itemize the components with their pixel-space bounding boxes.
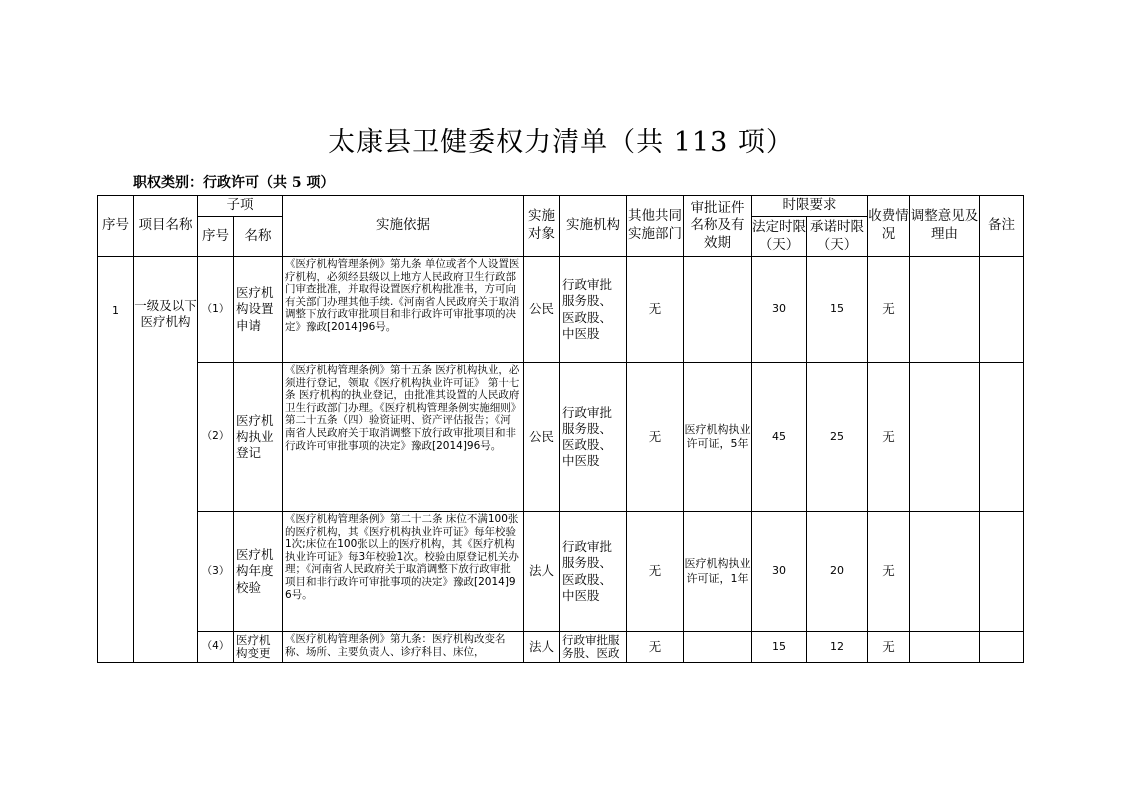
target: 公民 (524, 257, 560, 363)
sub-seq: （2） (198, 363, 234, 512)
cert: 医疗机构执业许可证，1年 (684, 512, 752, 632)
page-title: 太康县卫健委权力清单（共 113 项） (328, 127, 794, 158)
legal-time: 45 (752, 363, 807, 512)
agency: 行政审批服务股、医政股、中医股 (560, 363, 627, 512)
table-row (98, 363, 1024, 512)
target: 公民 (524, 363, 560, 512)
legal-time: 15 (752, 632, 807, 663)
fee: 无 (868, 512, 910, 632)
adjust (910, 363, 980, 512)
basis-text: 《医疗机构管理条例》第九条 单位或者个人设置医疗机构，必须经县级以上地方人民政府卫生行政部门审查批准，并取得设置医疗机构批准书，方可向有关部门办理其他手续.《河南省人民政府关于取消调整下放行政审批项目和非行政许可审批事项的决定》豫政[2014]96号。 (283, 257, 524, 363)
cert (684, 632, 752, 663)
header-sub-name: 名称 (234, 217, 283, 257)
header-name: 项目名称 (134, 196, 198, 257)
sub-name: 医疗机构设置申请 (234, 257, 283, 363)
header-fee: 收费情况 (868, 196, 910, 257)
sub-name: 医疗机构年度校验 (234, 512, 283, 632)
promise-time: 15 (807, 257, 868, 363)
remark (980, 257, 1024, 363)
item-seq: 1 (98, 257, 134, 663)
header-sub: 子项 (198, 196, 283, 217)
sub-name: 医疗机构变更 (234, 632, 283, 663)
remark (980, 512, 1024, 632)
agency: 行政审批服务股、医政股、中医股 (560, 257, 627, 363)
fee: 无 (868, 632, 910, 663)
item-name: 一级及以下医疗机构 (134, 257, 198, 663)
agency: 行政审批服务股、医政 (560, 632, 627, 663)
header-cert: 审批证件名称及有效期 (684, 196, 752, 257)
fee: 无 (868, 257, 910, 363)
fee: 无 (868, 363, 910, 512)
header-legal-time: 法定时限（天） (752, 217, 807, 257)
header-other: 其他共同实施部门 (627, 196, 684, 257)
adjust (910, 512, 980, 632)
cert (684, 257, 752, 363)
other-dept: 无 (627, 632, 684, 663)
sub-seq: （4） (198, 632, 234, 663)
legal-time: 30 (752, 512, 807, 632)
sub-seq: （3） (198, 512, 234, 632)
authority-table (97, 195, 1024, 663)
target: 法人 (524, 512, 560, 632)
promise-time: 12 (807, 632, 868, 663)
remark (980, 632, 1024, 663)
basis-text: 《医疗机构管理条例》第二十二条 床位不满100张的医疗机构，其《医疗机构执业许可证》每年校验1次;床位在100张以上的医疗机构，其《医疗机构执业许可证》每3年校验1次。校验由原登记机关办理；《河南省人民政府关于取消调整下放行政审批项目和非行政许可审批事项的决定》豫政[2014]96号。 (283, 512, 524, 632)
header-promise-time: 承诺时限（天） (807, 217, 868, 257)
target: 法人 (524, 632, 560, 663)
header-sub-seq: 序号 (198, 217, 234, 257)
header-target: 实施对象 (524, 196, 560, 257)
adjust (910, 257, 980, 363)
promise-time: 20 (807, 512, 868, 632)
header-time: 时限要求 (752, 196, 868, 217)
table-row (98, 632, 1024, 663)
adjust (910, 632, 980, 663)
category-heading: 职权类别：行政许可（共 5 项） (133, 175, 335, 191)
sub-seq: （1） (198, 257, 234, 363)
other-dept: 无 (627, 257, 684, 363)
header-agency: 实施机构 (560, 196, 627, 257)
header-adjust: 调整意见及理由 (910, 196, 980, 257)
other-dept: 无 (627, 512, 684, 632)
cert: 医疗机构执业许可证，5年 (684, 363, 752, 512)
table-row (98, 512, 1024, 632)
legal-time: 30 (752, 257, 807, 363)
agency: 行政审批服务股、医政股、中医股 (560, 512, 627, 632)
sub-name: 医疗机构执业登记 (234, 363, 283, 512)
header-remark: 备注 (980, 196, 1024, 257)
remark (980, 363, 1024, 512)
other-dept: 无 (627, 363, 684, 512)
basis-text: 《医疗机构管理条例》第九条：医疗机构改变名称、场所、主要负责人、诊疗科目、床位， (283, 632, 524, 663)
header-seq: 序号 (98, 196, 134, 257)
basis-text: 《医疗机构管理条例》第十五条 医疗机构执业，必须进行登记，领取《医疗机构执业许可证》 第十七条 医疗机构的执业登记，由批准其设置的人民政府卫生行政部门办理。《医疗机构管理条例实施细则》第二十五条（四）验资证明、资产评估报告；《河南省人民政府关于取消调整下放行政审批项目和非行政许可审批事项的决定》豫政[2014]96号。 (283, 363, 524, 512)
table-row (98, 257, 1024, 363)
promise-time: 25 (807, 363, 868, 512)
header-basis: 实施依据 (283, 196, 524, 257)
